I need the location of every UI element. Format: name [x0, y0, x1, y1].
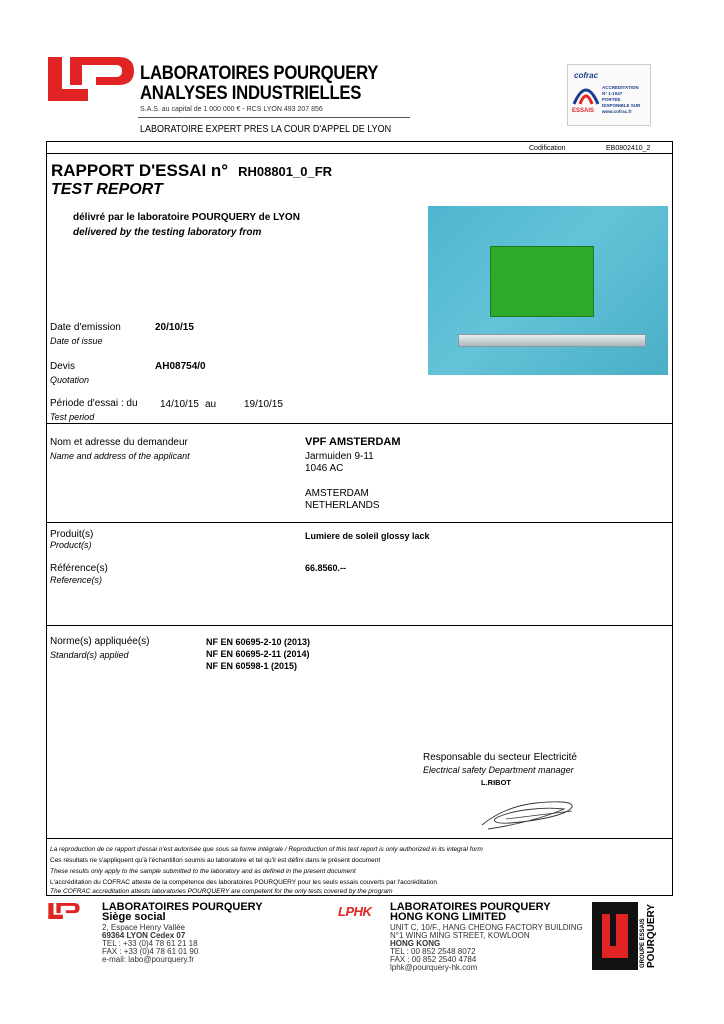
- footer-hk: LABORATOIRES POURQUERY HONG KONG LIMITED UNIT C, 10/F., HANG CHEONG FACTORY BUILDING N°1 WING MING STREET, KOWLOON HONG KONG TEL : 00 852 2548 8072 FAX : 00 852 2540 4784 lphk@pourquery-hk.com: [390, 901, 583, 972]
- signature: [476, 795, 586, 835]
- product-label-en: Product(s): [50, 540, 92, 550]
- quotation-label-en: Quotation: [50, 375, 90, 385]
- lphk-logo: LPHK: [338, 904, 372, 919]
- test-period-from: 14/10/15: [160, 399, 199, 410]
- legal-line: L'accréditation du COFRAC atteste de la compétence des laboratoires POURQUERY pour les seuls essais couverts par l'accréditation: [50, 879, 438, 886]
- frame-divider: [46, 153, 673, 154]
- lp-footer-logo: [48, 903, 80, 919]
- codification-label: Codification: [529, 145, 566, 152]
- reference-value: 66.8560.--: [305, 563, 347, 573]
- standard-item: NF EN 60598-1 (2015): [206, 661, 298, 671]
- report-title-en: TEST REPORT: [51, 181, 163, 198]
- responsible-title-en: Electrical safety Department manager: [423, 765, 574, 775]
- section-divider: [46, 522, 673, 523]
- test-period-label: Période d'essai : du: [50, 398, 138, 409]
- ruler: [458, 334, 646, 347]
- legal-line: These results only apply to the sample submitted to the laboratory and as defined in the present document: [50, 868, 356, 875]
- codification-value: EB0802410_2: [606, 145, 651, 152]
- section-divider: [46, 625, 673, 626]
- report-number: RH08801_0_FR: [238, 164, 333, 179]
- cofrac-accreditation-text: ACCREDITATION N° 1-1047 PORTÉE DISPONIBLE SUR www.cofrac.fr: [602, 85, 641, 114]
- applicant-label-en: Name and address of the applicant: [50, 451, 190, 461]
- reference-label: Référence(s): [50, 563, 108, 574]
- delivered-by-fr: délivré par le laboratoire POURQUERY de LYON: [73, 212, 300, 223]
- section-divider: [46, 838, 673, 839]
- sample-panel: [490, 246, 594, 317]
- test-period-label-en: Test period: [50, 412, 95, 422]
- quotation-value: AH08754/0: [155, 361, 206, 372]
- standards-label-en: Standard(s) applied: [50, 650, 129, 660]
- product-label: Produit(s): [50, 529, 94, 540]
- company-name: LABORATOIRES POURQUERY ANALYSES INDUSTRIELLES: [140, 63, 379, 104]
- standards-label: Norme(s) appliquée(s): [50, 636, 150, 647]
- groupe-essais-logo: GROUPE ESSAIS POURQUERY: [592, 902, 676, 970]
- cofrac-essais: ESSAIS: [572, 108, 595, 114]
- reference-label-en: Reference(s): [50, 575, 103, 585]
- footer-hq: LABORATOIRES POURQUERY Siège social 2, Espace Henry Vallée 69364 LYON Cedex 07 TEL : +33 (0)4 78 61 21 18 FAX : +33 (0)4 78 61 01 90 e-mail: labo@pourquery.fr: [102, 901, 263, 964]
- issue-date-label-en: Date of issue: [50, 336, 103, 346]
- applicant-label: Nom et adresse du demandeur: [50, 437, 188, 448]
- sample-photo: [428, 206, 668, 375]
- delivered-by-en: delivered by the testing laboratory from: [73, 227, 262, 238]
- standard-item: NF EN 60695-2-11 (2014): [206, 649, 310, 659]
- legal-line: Ces résultats ne s'appliquent qu'à l'échantillon soumis au laboratoire et tel qu'il est défini dans le présent document: [50, 857, 381, 864]
- cofrac-brand: cofrac: [574, 71, 599, 80]
- legal-line: La reproduction de ce rapport d'essai n'est autorisée que sous sa forme intégrale / Reproduction of this test report is only authorized in its integral form: [50, 846, 483, 853]
- responsible-title: Responsable du secteur Electricité: [423, 752, 577, 763]
- tagline: LABORATOIRE EXPERT PRES LA COUR D'APPEL DE LYON: [140, 124, 392, 135]
- cofrac-badge: [567, 64, 651, 126]
- legal-line: The COFRAC accreditation attests laboratories POURQUERY are competent for the only tests covered by the program: [50, 888, 393, 895]
- issue-date-value: 20/10/15: [155, 322, 194, 333]
- header-divider: [138, 117, 410, 118]
- company-registration: S.A.S. au capital de 1 000 000 € - RCS LYON 493 207 856: [140, 106, 323, 113]
- responsible-name: L.RIBOT: [481, 778, 511, 787]
- report-title: RAPPORT D'ESSAI n° RH08801_0_FR: [51, 161, 333, 180]
- standards-list: [206, 636, 310, 672]
- test-period-to-label: au: [205, 399, 217, 410]
- product-value: Lumiere de soleil glossy lack: [305, 531, 430, 541]
- lp-logo: [48, 57, 134, 101]
- issue-date-label: Date d'emission: [50, 322, 121, 333]
- section-divider: [46, 423, 673, 424]
- cofrac-emblem-icon: [572, 82, 600, 106]
- test-period-to: 19/10/15: [244, 399, 283, 410]
- applicant-address: Jarmuiden 9-11 1046 AC AMSTERDAM NETHERLANDS: [305, 451, 380, 511]
- quotation-label: Devis: [50, 361, 76, 372]
- applicant-name: VPF AMSTERDAM: [305, 436, 401, 448]
- standard-item: NF EN 60695-2-10 (2013): [206, 637, 311, 647]
